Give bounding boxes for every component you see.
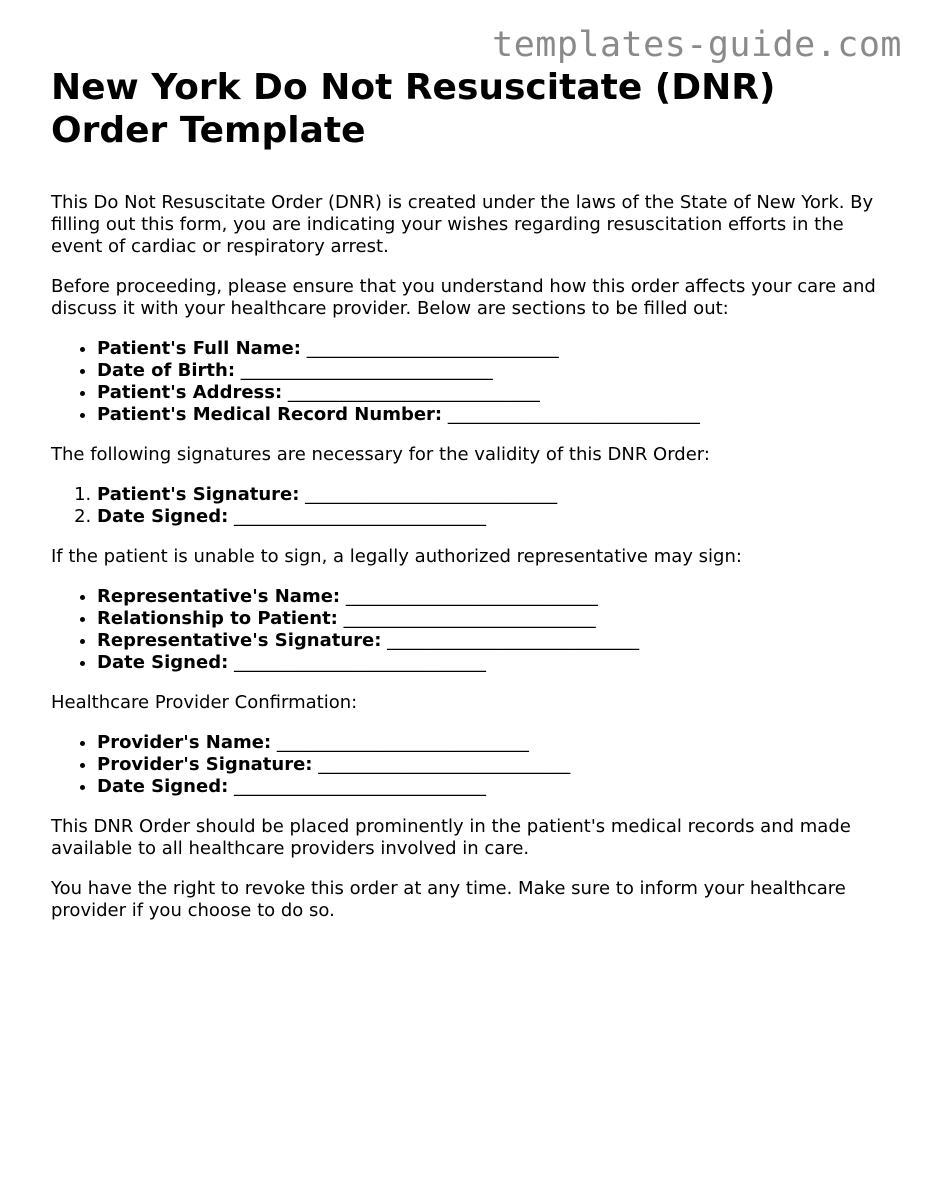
- provider-list: [51, 732, 891, 798]
- field-label: Date Signed:: [97, 776, 229, 797]
- list-item-relationship: [97, 608, 891, 630]
- representative-intro: If the patient is unable to sign, a legally authorized representative may sign:: [51, 546, 742, 567]
- fill-in-line[interactable]: ____________________________: [276, 732, 529, 753]
- field-label: Relationship to Patient:: [97, 608, 338, 629]
- document-page: [51, 66, 891, 940]
- list-item-patient-name: [97, 338, 891, 360]
- fill-in-line[interactable]: ____________________________: [234, 776, 487, 797]
- field-label: Date of Birth:: [97, 360, 236, 381]
- list-item-date-signed: [97, 506, 891, 528]
- field-label: Date Signed:: [97, 506, 229, 527]
- field-label: Provider's Name:: [97, 732, 272, 753]
- list-item-patient-address: [97, 382, 891, 404]
- page-title: New York Do Not Resuscitate (DNR) Order Template: [51, 67, 776, 151]
- list-item-medical-record-number: [97, 404, 891, 426]
- list-item-representative-date: [97, 652, 891, 674]
- field-label: Representative's Name:: [97, 586, 341, 607]
- representative-list: [51, 586, 891, 674]
- intro-paragraph-1: This Do Not Resuscitate Order (DNR) is created under the laws of the State of New York. By filling out this form, you are indicating your wishes regarding resuscitation efforts in the event of cardiac or respiratory arrest.: [51, 192, 874, 257]
- field-label: Provider's Signature:: [97, 754, 313, 775]
- site-watermark: templates-guide.com: [492, 25, 902, 65]
- fill-in-line[interactable]: ____________________________: [234, 506, 487, 527]
- fill-in-line[interactable]: ____________________________: [287, 382, 540, 403]
- patient-info-list: [51, 338, 891, 426]
- list-item-provider-date: [97, 776, 891, 798]
- fill-in-line[interactable]: ____________________________: [240, 360, 493, 381]
- fill-in-line[interactable]: ____________________________: [305, 484, 558, 505]
- list-item-date-of-birth: [97, 360, 891, 382]
- fill-in-line[interactable]: ____________________________: [345, 586, 598, 607]
- field-label: Patient's Medical Record Number:: [97, 404, 443, 425]
- signature-list: [51, 484, 891, 528]
- fill-in-line[interactable]: ____________________________: [234, 652, 487, 673]
- list-item-patient-signature: [97, 484, 891, 506]
- closing-paragraph-2: You have the right to revoke this order at any time. Make sure to inform your healthcare provider if you choose to do so.: [51, 878, 846, 921]
- field-label: Patient's Full Name:: [97, 338, 301, 359]
- list-item-provider-name: [97, 732, 891, 754]
- signatures-intro: The following signatures are necessary for the validity of this DNR Order:: [51, 444, 710, 465]
- fill-in-line[interactable]: ____________________________: [306, 338, 559, 359]
- field-label: Representative's Signature:: [97, 630, 382, 651]
- field-label: Patient's Address:: [97, 382, 283, 403]
- list-item-provider-signature: [97, 754, 891, 776]
- fill-in-line[interactable]: ____________________________: [318, 754, 571, 775]
- list-item-representative-name: [97, 586, 891, 608]
- closing-paragraph-1: This DNR Order should be placed prominently in the patient's medical records and made available to all healthcare providers involved in care.: [51, 816, 851, 859]
- fill-in-line[interactable]: ____________________________: [343, 608, 596, 629]
- field-label: Patient's Signature:: [97, 484, 300, 505]
- intro-paragraph-2: Before proceeding, please ensure that you understand how this order affects your care and discuss it with your healthcare provider. Below are sections to be filled out:: [51, 276, 876, 319]
- field-label: Date Signed:: [97, 652, 229, 673]
- list-item-representative-signature: [97, 630, 891, 652]
- fill-in-line[interactable]: ____________________________: [387, 630, 640, 651]
- provider-intro: Healthcare Provider Confirmation:: [51, 692, 358, 713]
- fill-in-line[interactable]: ____________________________: [447, 404, 700, 425]
